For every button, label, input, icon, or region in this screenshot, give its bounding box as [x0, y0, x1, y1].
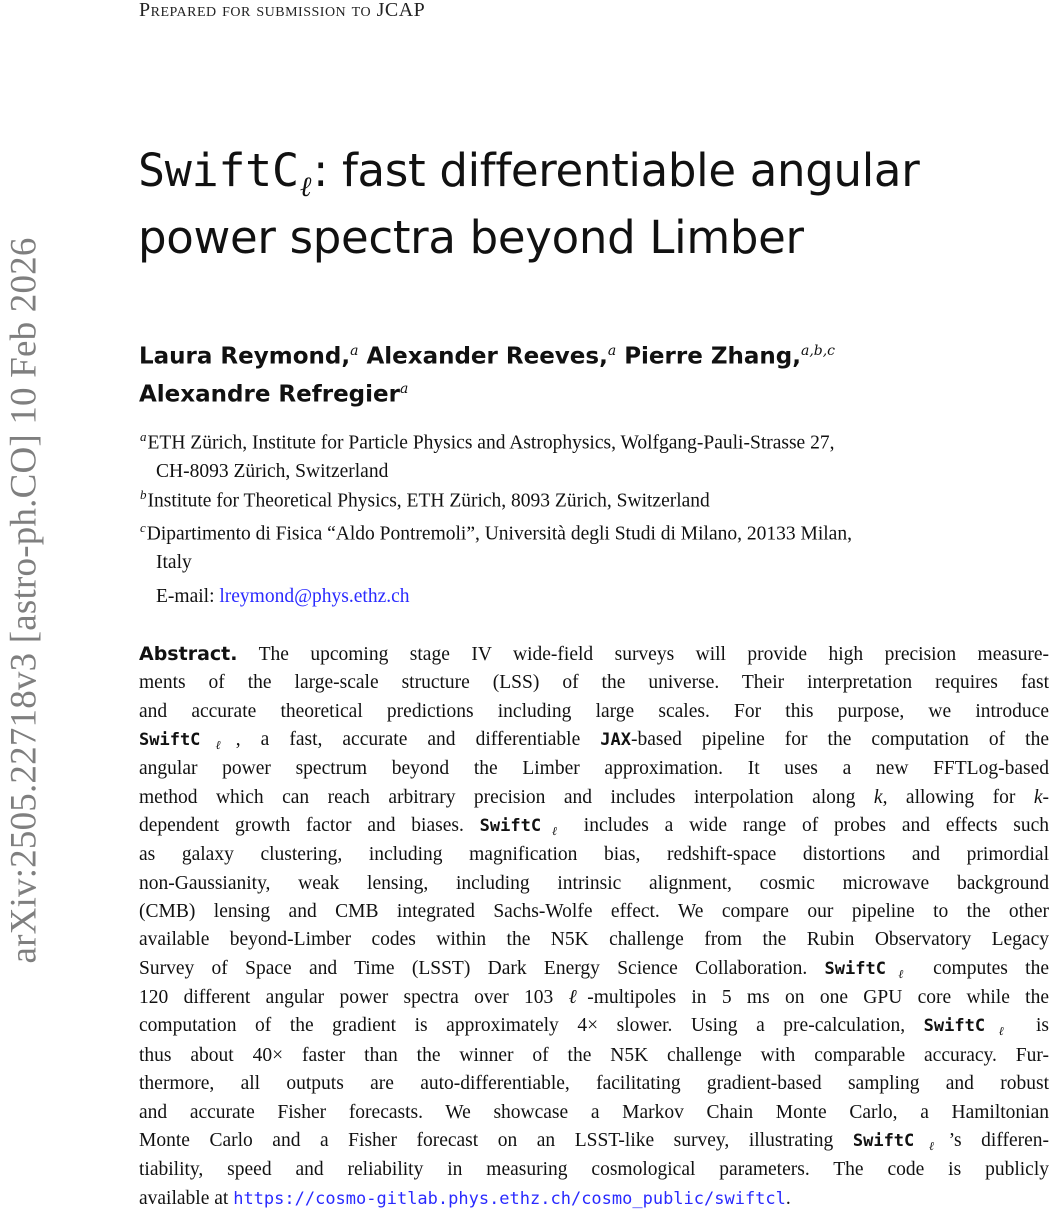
- email-label: E-mail:: [156, 586, 215, 607]
- abstract-line: computation of the gradient is approximately 4× slower. Using a pre-calculation, SwiftC$_\ell$ is: [139, 1015, 1049, 1039]
- affiliation-text: CH-8093 Zürich, Switzerland: [156, 460, 389, 482]
- abstract-line: (CMB) lensing and CMB integrated Sachs-Wolfe effect. We compare our pipeline to the other: [139, 901, 1049, 923]
- abstract-line: SwiftC$_\ell$, a fast, accurate and differentiable JAX-based pipeline for the computation of the: [139, 729, 1049, 753]
- affiliation-text: ETH Zürich, Institute for Particle Physics and Astrophysics, Wolfgang-Pauli-Strasse 27,: [147, 432, 835, 454]
- affiliation-mark: c: [140, 520, 146, 535]
- affiliation-text: Institute for Theoretical Physics, ETH Zürich, 8093 Zürich, Switzerland: [147, 490, 710, 512]
- code-name: SwiftC$_\ell$: [923, 1016, 1018, 1039]
- author-affiliation-mark: a: [399, 380, 409, 397]
- abstract: [139, 640, 1049, 1213]
- author-affiliation-mark: a: [607, 343, 617, 359]
- affiliation-mark: b: [140, 487, 147, 502]
- affiliation-c: [140, 514, 1052, 577]
- title-line-1: [138, 140, 1038, 207]
- title-line-1-text: : fast differentiable angular: [313, 144, 920, 197]
- code-repository-link[interactable]: https://cosmo-gitlab.phys.ethz.ch/cosmo_public/swiftcl: [233, 1188, 786, 1209]
- code-name: SwiftC$_\ell$: [139, 730, 236, 753]
- abstract-line: 120 different angular power spectra over 103 ℓ-multipoles in 5 ms on one GPU core while the: [139, 987, 1049, 1009]
- title-line-2: power spectra beyond Limber: [138, 211, 804, 264]
- author-line-1: [139, 335, 1019, 373]
- abstract-line: Monte Carlo and a Fisher forecast on an LSST-like survey, illustrating SwiftC$_\ell$’s differen-: [139, 1129, 1050, 1153]
- title-ell-subscript: ℓ: [299, 170, 312, 203]
- abstract-line: Abstract. The upcoming stage IV wide-field surveys will provide high precision measure-: [139, 643, 1049, 665]
- journal-header: Prepared for submission to JCAP: [139, 0, 426, 21]
- title-code-name: SwiftC: [138, 144, 299, 197]
- abstract-line: available beyond-Limber codes within the N5K challenge from the Rubin Observatory Legacy: [139, 929, 1049, 951]
- affiliation-mark: a: [140, 429, 147, 444]
- abstract-line: available at https://cosmo-gitlab.phys.ethz.ch/cosmo_public/swiftcl.: [139, 1187, 791, 1209]
- abstract-line: Survey of Space and Time (LSST) Dark Energy Science Collaboration. SwiftC$_\ell$ computes the: [139, 957, 1049, 981]
- affiliation-b: [140, 481, 1052, 516]
- abstract-line: and accurate theoretical predictions including large scales. For this purpose, we introduce: [139, 700, 1049, 722]
- code-name: SwiftC$_\ell$: [824, 958, 916, 981]
- affiliation-text: Italy: [156, 551, 192, 573]
- abstract-line: and accurate Fisher forecasts. We showcase a Markov Chain Monte Carlo, a Hamiltonian: [139, 1101, 1049, 1123]
- author-list: [139, 335, 1019, 410]
- author-name: Laura Reymond,: [139, 343, 351, 370]
- code-name: SwiftC$_\ell$: [479, 816, 568, 839]
- abstract-line: as galaxy clustering, including magnification bias, redshift-space distortions and primordial: [139, 844, 1049, 866]
- affiliation-text: Dipartimento di Fisica “Aldo Pontremoli”, Università degli Studi di Milano, 20133 Milan,: [146, 523, 852, 545]
- abstract-line: method which can reach arbitrary precision and includes interpolation along k, allowing for k-: [139, 786, 1050, 808]
- arxiv-identifier: arXiv:2505.22718v3 [astro-ph.CO] 10 Feb 2026: [3, 236, 45, 964]
- abstract-line: non-Gaussianity, weak lensing, including intrinsic alignment, cosmic microwave background: [139, 872, 1049, 894]
- author-affiliation-mark: a: [350, 343, 359, 359]
- paper-title: [138, 140, 1038, 268]
- abstract-line: dependent growth factor and biases. SwiftC$_\ell$ includes a wide range of probes and effects such: [139, 815, 1049, 839]
- abstract-line: angular power spectrum beyond the Limber approximation. It uses a new FFTLog-based: [139, 758, 1049, 780]
- abstract-line: tiability, speed and reliability in measuring cosmological parameters. The code is publicly: [139, 1159, 1049, 1181]
- author-line-2: [139, 373, 1019, 411]
- author-affiliation-mark: a,b,c: [800, 343, 836, 359]
- affiliation-a: [140, 423, 1052, 486]
- author-name: Alexandre Refregier: [139, 381, 400, 408]
- contact-email: [156, 586, 410, 608]
- code-name: SwiftC$_\ell$: [852, 1130, 949, 1153]
- abstract-line: thermore, all outputs are auto-differentiable, facilitating gradient-based sampling and robust: [139, 1073, 1049, 1095]
- abstract-line: thus about 40× faster than the winner of the N5K challenge with comparable accuracy. Fur-: [139, 1044, 1049, 1066]
- email-link[interactable]: lreymond@phys.ethz.ch: [219, 586, 410, 607]
- abstract-line: ments of the large-scale structure (LSS) of the universe. Their interpretation requires fast: [139, 672, 1049, 694]
- abstract-label: Abstract.: [139, 643, 238, 665]
- jax-name: JAX: [600, 730, 631, 751]
- arxiv-sidebar-stamp: [4, 4, 44, 1196]
- author-name: Pierre Zhang,: [624, 343, 801, 370]
- author-name: Alexander Reeves,: [366, 343, 608, 370]
